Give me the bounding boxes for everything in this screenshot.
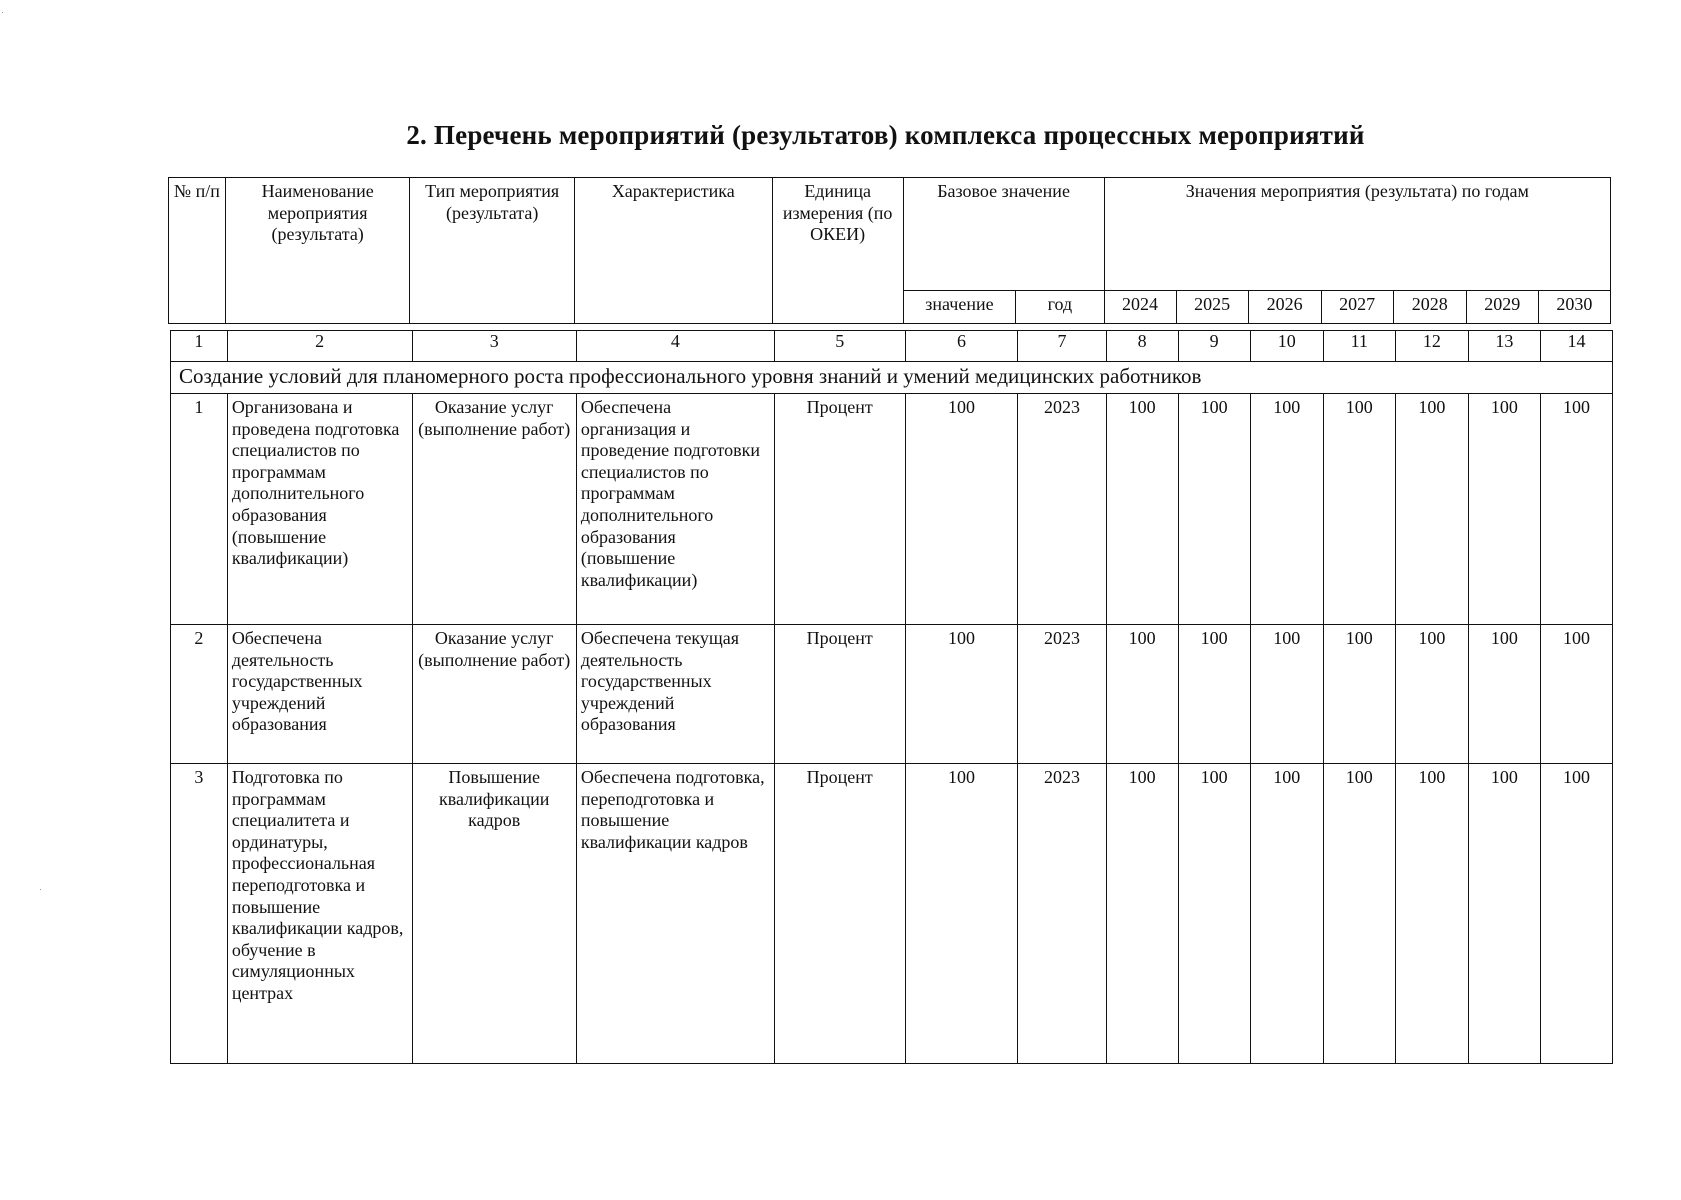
row-year-value: 100: [1468, 764, 1540, 1064]
row-type: Повышение квалификации кадров: [412, 764, 576, 1064]
header-base: Базовое значение: [903, 178, 1104, 291]
header-year: 2024: [1104, 291, 1176, 324]
column-number: 2: [227, 331, 412, 362]
row-unit: Процент: [774, 394, 905, 625]
table-row: [171, 394, 1613, 625]
column-number: 5: [774, 331, 905, 362]
body-table: [170, 330, 1613, 1064]
row-year-value: 100: [1540, 764, 1612, 1064]
row-year-value: 100: [1323, 625, 1395, 764]
row-name: Обеспечена деятельность государственных учреждений образования: [227, 625, 412, 764]
header-year: 2026: [1248, 291, 1321, 324]
row-unit: Процент: [774, 764, 905, 1064]
header-type: Тип мероприятия (результата): [410, 178, 574, 324]
row-year-value: 100: [1106, 394, 1178, 625]
table-row: [171, 625, 1613, 764]
row-base-value: 100: [905, 764, 1018, 1064]
row-year-value: 100: [1540, 394, 1612, 625]
page-title: 2. Перечень мероприятий (результатов) комплекса процессных мероприятий: [406, 120, 1365, 150]
column-number: 11: [1323, 331, 1395, 362]
header-years-group: Значения мероприятия (результата) по годам: [1104, 178, 1610, 291]
scan-speck: [40, 889, 41, 890]
header-year: 2027: [1321, 291, 1393, 324]
row-year-value: 100: [1323, 394, 1395, 625]
row-base-value: 100: [905, 625, 1018, 764]
row-year-value: 100: [1250, 764, 1323, 1064]
row-type: Оказание услуг (выполнение работ): [412, 625, 576, 764]
row-year-value: 100: [1250, 394, 1323, 625]
header-unit: Единица измерения (по ОКЕИ): [772, 178, 903, 324]
header-base-value: значение: [903, 291, 1016, 324]
column-number: 12: [1395, 331, 1468, 362]
column-number: 8: [1106, 331, 1178, 362]
header-year: 2029: [1466, 291, 1538, 324]
row-year-value: 100: [1106, 625, 1178, 764]
header-table: [168, 177, 1611, 324]
row-year-value: 100: [1178, 394, 1250, 625]
column-number: 13: [1468, 331, 1540, 362]
column-number: 6: [905, 331, 1018, 362]
row-characteristic: Обеспечена организация и проведение подготовки специалистов по программам дополнительного образования (повышение квалификации): [576, 394, 774, 625]
row-num: 3: [171, 764, 228, 1064]
row-type: Оказание услуг (выполнение работ): [412, 394, 576, 625]
row-year-value: 100: [1178, 764, 1250, 1064]
row-year-value: 100: [1468, 625, 1540, 764]
scan-speck: [2, 12, 3, 13]
row-base-year: 2023: [1018, 394, 1106, 625]
row-year-value: 100: [1250, 625, 1323, 764]
column-number: 4: [576, 331, 774, 362]
row-year-value: 100: [1395, 764, 1468, 1064]
header-year: 2030: [1538, 291, 1610, 324]
row-name: Подготовка по программам специалитета и ординатуры, профессиональная переподготовка и повышение квалификации кадров, обучение в симуляционных центрах: [227, 764, 412, 1064]
row-characteristic: Обеспечена подготовка, переподготовка и повышение квалификации кадров: [576, 764, 774, 1064]
row-year-value: 100: [1468, 394, 1540, 625]
row-year-value: 100: [1540, 625, 1612, 764]
row-num: 1: [171, 394, 228, 625]
row-base-value: 100: [905, 394, 1018, 625]
row-year-value: 100: [1323, 764, 1395, 1064]
header-year: 2028: [1393, 291, 1466, 324]
row-base-year: 2023: [1018, 764, 1106, 1064]
row-year-value: 100: [1106, 764, 1178, 1064]
row-year-value: 100: [1395, 394, 1468, 625]
header-name: Наименование мероприятия (результата): [225, 178, 410, 324]
row-name: Организована и проведена подготовка специалистов по программам дополнительного образования (повышение квалификации): [227, 394, 412, 625]
column-number: 7: [1018, 331, 1106, 362]
header-year: 2025: [1176, 291, 1248, 324]
row-num: 2: [171, 625, 228, 764]
row-year-value: 100: [1395, 625, 1468, 764]
row-unit: Процент: [774, 625, 905, 764]
column-number: 14: [1540, 331, 1612, 362]
header-base-year: год: [1016, 291, 1104, 324]
row-characteristic: Обеспечена текущая деятельность государственных учреждений образования: [576, 625, 774, 764]
header-characteristic: Характеристика: [574, 178, 772, 324]
row-year-value: 100: [1178, 625, 1250, 764]
row-base-year: 2023: [1018, 625, 1106, 764]
column-number: 3: [412, 331, 576, 362]
table-row: [171, 764, 1613, 1064]
column-number: 1: [171, 331, 228, 362]
column-number: 9: [1178, 331, 1250, 362]
section-heading: Создание условий для планомерного роста профессионального уровня знаний и умений медицинских работников: [171, 362, 1613, 394]
column-number-row: [171, 331, 1613, 362]
header-num: № п/п: [169, 178, 226, 324]
column-number: 10: [1250, 331, 1323, 362]
